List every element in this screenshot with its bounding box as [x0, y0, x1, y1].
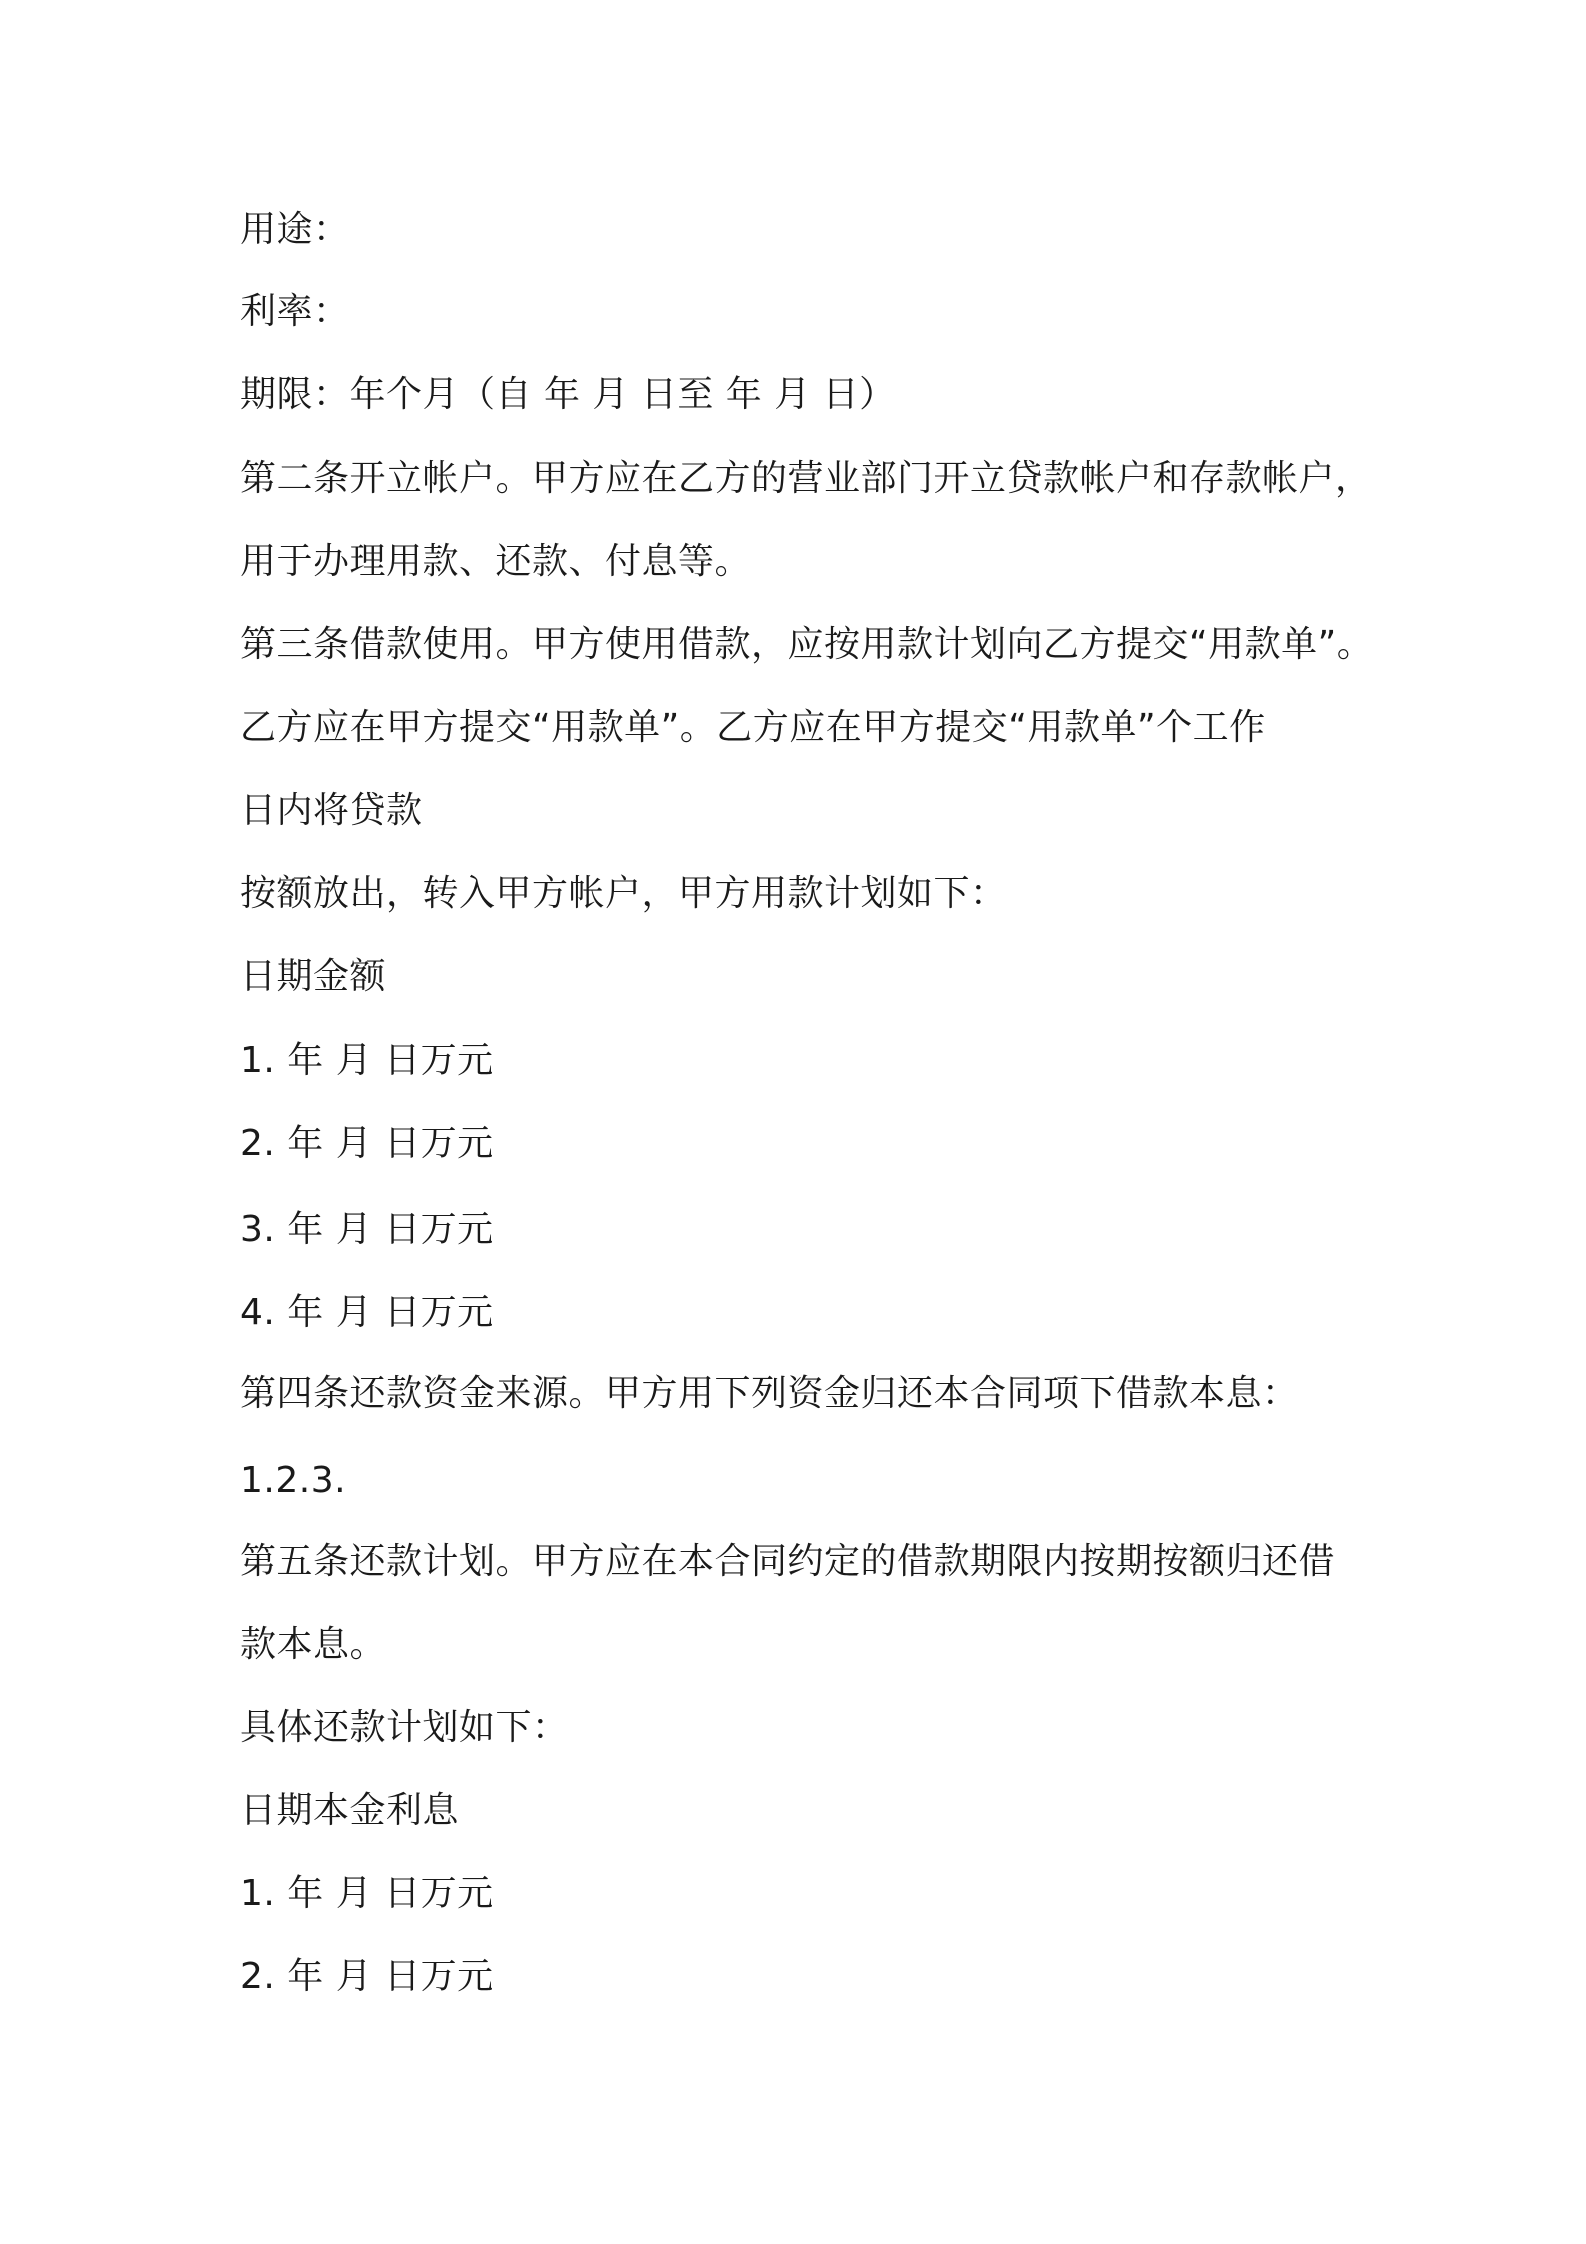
text-line-article-3: 第三条借款使用。甲方使用借款，应按用款计划向乙方提交“用款单”。	[240, 624, 1374, 665]
text-line-repayment-item: 2. 年 月 日万元	[240, 1956, 494, 1997]
text-line-interest-rate: 利率：	[240, 291, 350, 332]
text-line-article-3-cont: 乙方应在甲方提交“用款单”。乙方应在甲方提交“用款单”个工作	[240, 707, 1266, 748]
text-line-repayment-item: 1. 年 月 日万元	[240, 1873, 494, 1914]
text-line-purpose: 用途：	[240, 209, 350, 250]
text-line-plan-item: 1. 年 月 日万元	[240, 1040, 494, 1081]
text-line-term: 期限：年个月（自 年 月 日至 年 月 日）	[240, 374, 896, 415]
text-line-repayment-intro: 具体还款计划如下：	[240, 1707, 569, 1748]
text-line-article-5-cont: 款本息。	[240, 1624, 387, 1665]
text-line-article-4: 第四条还款资金来源。甲方用下列资金归还本合同项下借款本息：	[240, 1373, 1299, 1414]
text-line-plan-item: 2. 年 月 日万元	[240, 1123, 494, 1164]
text-line-article-2-cont: 用于办理用款、还款、付息等。	[240, 541, 752, 582]
text-line-article-5: 第五条还款计划。甲方应在本合同约定的借款期限内按期按额归还借	[240, 1541, 1336, 1582]
text-line-article-4-items: 1.2.3.	[240, 1460, 347, 1501]
text-line-article-2: 第二条开立帐户。甲方应在乙方的营业部门开立贷款帐户和存款帐户，	[240, 458, 1372, 499]
text-line-plan-header: 日期金额	[240, 956, 387, 997]
text-line-repayment-header: 日期本金利息	[240, 1790, 460, 1831]
text-line-plan-item: 3. 年 月 日万元	[240, 1209, 494, 1250]
text-line-article-3-cont: 按额放出，转入甲方帐户，甲方用款计划如下：	[240, 873, 1007, 914]
text-line-plan-item: 4. 年 月 日万元	[240, 1292, 494, 1333]
text-line-article-3-cont: 日内将贷款	[240, 790, 423, 831]
